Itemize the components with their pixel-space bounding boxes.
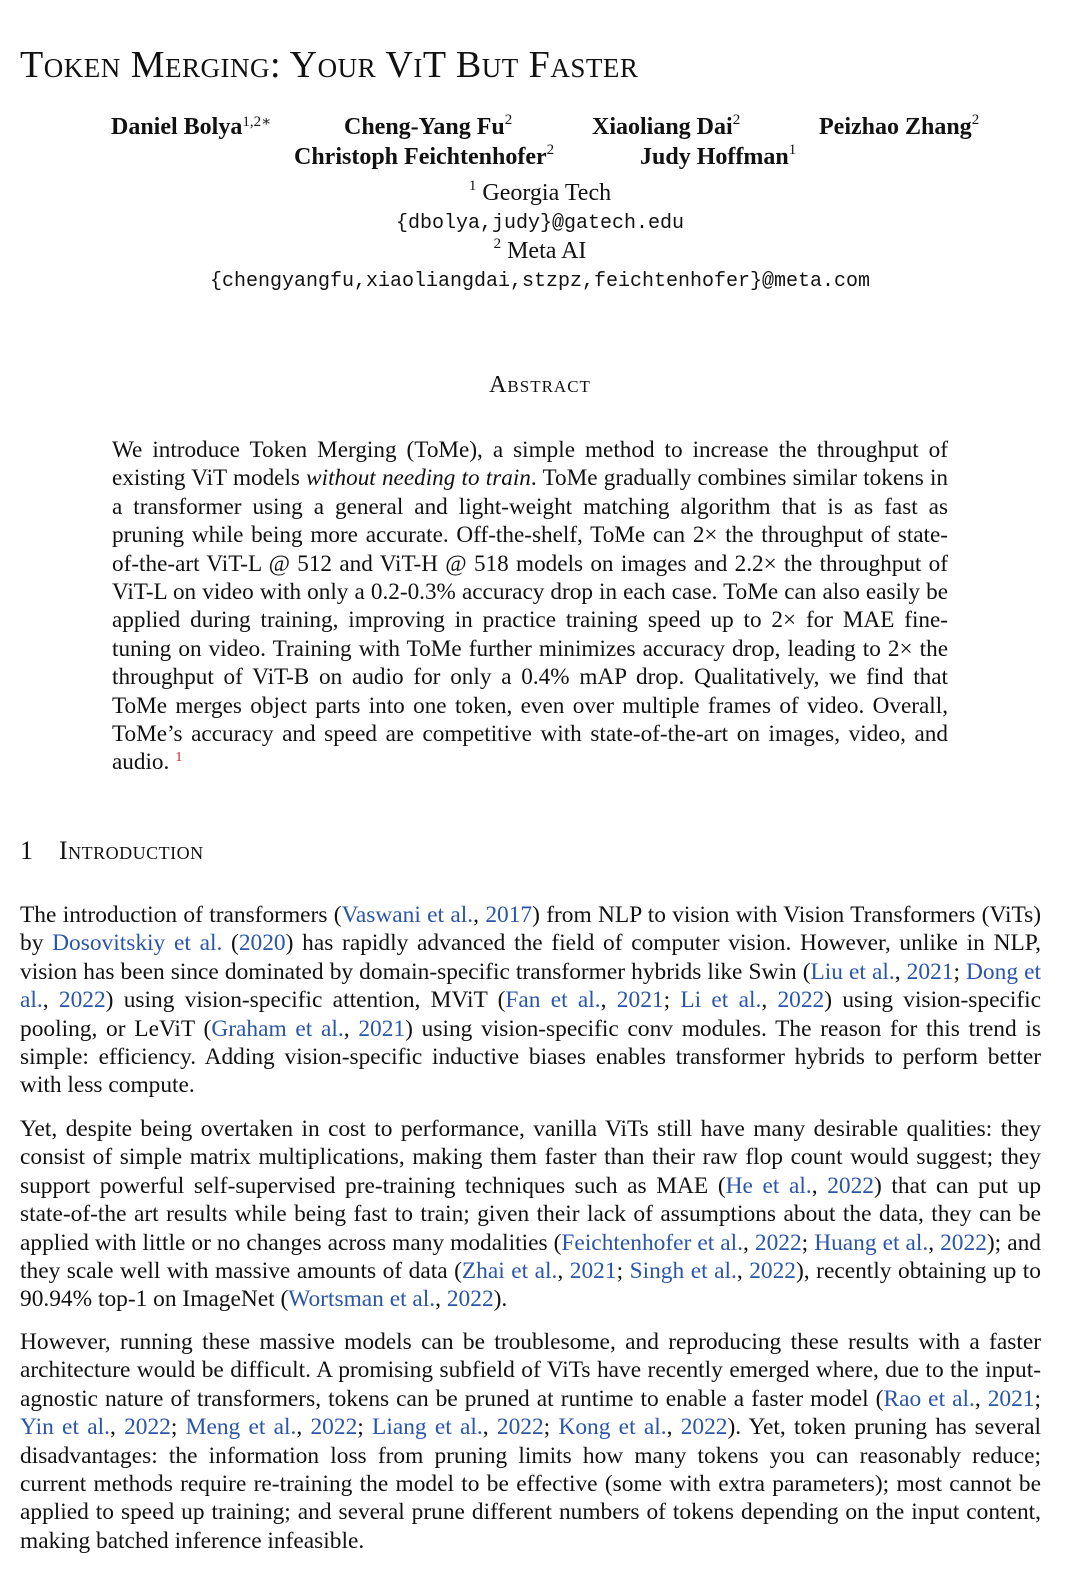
citation-link[interactable]: Li et al. bbox=[680, 987, 762, 1014]
citation-link[interactable]: Feichtenhofer et al. bbox=[561, 1229, 743, 1256]
author-affil-mark: 2 bbox=[504, 112, 513, 128]
paragraph-text: ; bbox=[663, 987, 681, 1014]
citation-link[interactable]: Liang et al. bbox=[372, 1414, 483, 1441]
author-peizhao-zhang bbox=[819, 114, 979, 141]
paragraph-text: , bbox=[928, 1229, 941, 1256]
paragraph-text: ; bbox=[1034, 1385, 1041, 1412]
abstract-heading: Abstract bbox=[489, 372, 591, 398]
paragraph-text: ) using vision-specific conv modules. The reason for this trend is simple: efficiency. Adding vision-specific inductive biases enables transformer hybrids to perform better with less compute. bbox=[20, 1015, 1041, 1099]
citation-link[interactable]: Dosovitskiy et al. bbox=[52, 930, 223, 957]
paragraph-text: ); and they scale well with massive amounts of data ( bbox=[20, 1229, 1041, 1285]
paragraph-text: ( bbox=[222, 930, 239, 957]
author-affil-mark: 1 bbox=[788, 142, 797, 158]
section-number: 1 bbox=[20, 836, 33, 865]
abstract-text-part: . ToMe gradually combines similar tokens in a transformer using a general and light-weight matching algorithm that is as fast as pruning while being more accurate. Off-the-shelf, ToMe can 2× the throughput of state-of-the-art ViT-L @ 512 and ViT-H @ 518 models on images and 2.2× the throughput of ViT-L on video with only a 0.2-0.3% accuracy drop in each case. ToMe can also easily be applied during training, improving in practice training speed up to 2× for MAE fine-tuning on video. Training with ToMe further minimizes accuracy drop, leading to 2× the throughput of ViT-B on audio for only a 0.4% mAP drop. Qualitatively, we find that ToMe merges object parts into one token, even over multiple frames of video. Overall, ToMe’s accuracy and speed are competitive with state-of-the-art on images, video, and audio. bbox=[112, 465, 948, 776]
paragraph-text: , bbox=[736, 1258, 750, 1285]
paragraph-text: ; bbox=[953, 958, 967, 985]
paragraph-text: ; bbox=[170, 1414, 186, 1441]
author-name: Xiaoliang Dai bbox=[592, 114, 733, 140]
citation-link[interactable]: 2022 bbox=[940, 1229, 987, 1256]
citation-link[interactable]: 2022 bbox=[124, 1414, 171, 1441]
paragraph-text: ) has rapidly advanced the field of computer vision. However, unlike in NLP, vision has been since dominated by domain-specific transformer hybrids like Swin ( bbox=[20, 930, 1042, 985]
author-name: Cheng-Yang Fu bbox=[344, 114, 505, 140]
author-christoph-feichtenhofer bbox=[294, 144, 554, 171]
paragraph-text: , bbox=[42, 987, 59, 1014]
citation-link[interactable]: Singh et al. bbox=[629, 1258, 737, 1285]
intro-paragraph-1 bbox=[20, 901, 1041, 1100]
citation-link[interactable]: 2021 bbox=[569, 1258, 617, 1285]
paragraph-text: , bbox=[600, 987, 617, 1014]
citation-link[interactable]: 2022 bbox=[58, 987, 106, 1014]
citation-link[interactable]: 2022 bbox=[310, 1414, 358, 1441]
abstract-text-part: We introduce Token Merging (ToMe), a simple method to increase the throughput of existing ViT models bbox=[112, 437, 948, 492]
citation-link[interactable]: Huang et al. bbox=[814, 1229, 929, 1256]
paragraph-text: The introduction of transformers ( bbox=[20, 902, 342, 928]
citation-link[interactable]: 2022 bbox=[496, 1414, 544, 1441]
citation-link[interactable]: 2017 bbox=[485, 902, 533, 928]
affil-mark: 2 bbox=[493, 236, 502, 252]
paragraph-text: ; bbox=[616, 1258, 630, 1285]
author-affil-mark: 1,2∗ bbox=[242, 114, 272, 130]
citation-link[interactable]: Wortsman et al. bbox=[288, 1286, 436, 1313]
paragraph-text: ; bbox=[543, 1414, 559, 1441]
paragraph-text: ). bbox=[493, 1286, 508, 1313]
paper-title: Token Merging: Your ViT But Faster bbox=[20, 44, 639, 87]
affiliation-1 bbox=[0, 180, 1080, 207]
paragraph-text: , bbox=[435, 1286, 447, 1313]
paragraph-text: ) that can put up state-of-the art results while being fast to train; given their lack of assumptions about the data, they can be applied with little or no changes across many modalities ( bbox=[20, 1172, 1042, 1256]
paragraph-text: ) from NLP to vision with Vision Transformers (ViTs) by bbox=[20, 902, 1042, 957]
author-name: Judy Hoffman bbox=[640, 144, 789, 170]
section-title: Introduction bbox=[59, 836, 204, 865]
paragraph-text: ). Yet, token pruning has several disadvantages: the information loss from pruning limits how many tokens you can reasonably reduce; current methods require re-training the model to be effective (some with extra parameters); most cannot be applied to speed up training; and several prune different numbers of tokens depending on the input content, making batched inference infeasible. bbox=[20, 1414, 1041, 1554]
citation-link[interactable]: 2020 bbox=[238, 930, 286, 957]
paragraph-text: , bbox=[742, 1229, 755, 1256]
paragraph-text: Yet, despite being overtaken in cost to performance, vanilla ViTs still have many desirable qualities: they consist of simple matrix multiplications, making them faster than their raw flop count would suggest; they support powerful self-supervised pre-training techniques such as MAE ( bbox=[20, 1116, 1041, 1199]
paragraph-text: ; bbox=[801, 1229, 815, 1256]
citation-link[interactable]: Zhai et al. bbox=[461, 1258, 558, 1285]
citation-link[interactable]: 2022 bbox=[754, 1229, 802, 1256]
paragraph-text: , bbox=[482, 1414, 497, 1441]
paragraph-text: ), recently obtaining up to 90.94% top-1 on ImageNet ( bbox=[20, 1258, 1041, 1313]
paragraph-text: , bbox=[109, 1414, 125, 1441]
citation-link[interactable]: Vaswani et al. bbox=[341, 902, 474, 928]
paragraph-text: ; bbox=[357, 1414, 373, 1441]
affiliation-2 bbox=[0, 238, 1080, 265]
paragraph-text: , bbox=[557, 1258, 570, 1285]
author-name: Peizhao Zhang bbox=[819, 114, 972, 140]
citation-link[interactable]: 2021 bbox=[906, 958, 954, 985]
author-name: Christoph Feichtenhofer bbox=[294, 144, 547, 170]
paragraph-text: , bbox=[473, 902, 486, 928]
affil-mark: 1 bbox=[468, 178, 477, 194]
citation-link[interactable]: He et al. bbox=[725, 1172, 812, 1199]
intro-paragraph-3 bbox=[20, 1328, 1041, 1555]
author-xiaoliang-dai bbox=[592, 114, 740, 141]
abstract-text bbox=[112, 436, 948, 777]
section-heading-introduction bbox=[20, 836, 204, 866]
paragraph-text: ) using vision-specific attention, MViT ( bbox=[105, 987, 506, 1014]
author-name: Daniel Bolya bbox=[111, 114, 243, 140]
citation-link[interactable]: 2022 bbox=[827, 1172, 874, 1199]
paragraph-text: , bbox=[666, 1414, 681, 1441]
paragraph-text: , bbox=[811, 1172, 828, 1199]
affiliation-2-email: {chengyangfu,xiaoliangdai,stzpz,feichtenhofer}@meta.com bbox=[209, 270, 871, 293]
author-affil-mark: 2 bbox=[546, 142, 555, 158]
citation-link[interactable]: 2021 bbox=[987, 1385, 1035, 1412]
author-daniel-bolya bbox=[111, 114, 271, 141]
citation-link[interactable]: Rao et al. bbox=[883, 1385, 975, 1412]
citation-link[interactable]: 2021 bbox=[358, 1015, 406, 1042]
citation-link[interactable]: 2022 bbox=[680, 1414, 728, 1441]
author-affil-mark: 2 bbox=[971, 112, 980, 128]
citation-link[interactable]: Liu et al. bbox=[810, 958, 895, 985]
author-judy-hoffman bbox=[640, 144, 796, 171]
footnote-mark[interactable]: 1 bbox=[175, 750, 183, 766]
intro-paragraph-2 bbox=[20, 1115, 1041, 1314]
paragraph-text: , bbox=[974, 1385, 988, 1412]
paragraph-text: , bbox=[761, 987, 778, 1014]
citation-link[interactable]: 2022 bbox=[446, 1286, 494, 1313]
author-affil-mark: 2 bbox=[732, 112, 741, 128]
affil-name: Georgia Tech bbox=[482, 180, 612, 206]
paragraph-text: However, running these massive models can be troublesome, and reproducing these results with a faster architecture would be difficult. A promising subfield of ViTs have recently emerged where, due to the input-agnostic nature of transformers, tokens can be pruned at runtime to enable a faster model ( bbox=[20, 1329, 1041, 1412]
citation-link[interactable]: Yin et al. bbox=[20, 1414, 110, 1441]
citation-link[interactable]: Meng et al. bbox=[185, 1414, 297, 1441]
citation-link[interactable]: 2022 bbox=[749, 1258, 796, 1285]
citation-link[interactable]: 2021 bbox=[616, 987, 664, 1014]
affil-name: Meta AI bbox=[507, 238, 587, 264]
citation-link[interactable]: Kong et al. bbox=[558, 1414, 667, 1441]
abstract-emphasis: without needing to train bbox=[306, 465, 531, 492]
paragraph-text: , bbox=[296, 1414, 311, 1441]
citation-link[interactable]: Graham et al. bbox=[211, 1015, 344, 1042]
paragraph-text: ) using vision-specific pooling, or LeViT ( bbox=[20, 987, 1041, 1042]
citation-link[interactable]: Dong et al. bbox=[20, 958, 1041, 1014]
paragraph-text: , bbox=[894, 958, 907, 985]
affiliation-1-email: {dbolya,judy}@gatech.edu bbox=[395, 212, 685, 235]
paragraph-text: , bbox=[343, 1015, 359, 1042]
citation-link[interactable]: Fan et al. bbox=[505, 987, 601, 1014]
author-cheng-yang-fu bbox=[344, 114, 512, 141]
citation-link[interactable]: 2022 bbox=[777, 987, 825, 1014]
